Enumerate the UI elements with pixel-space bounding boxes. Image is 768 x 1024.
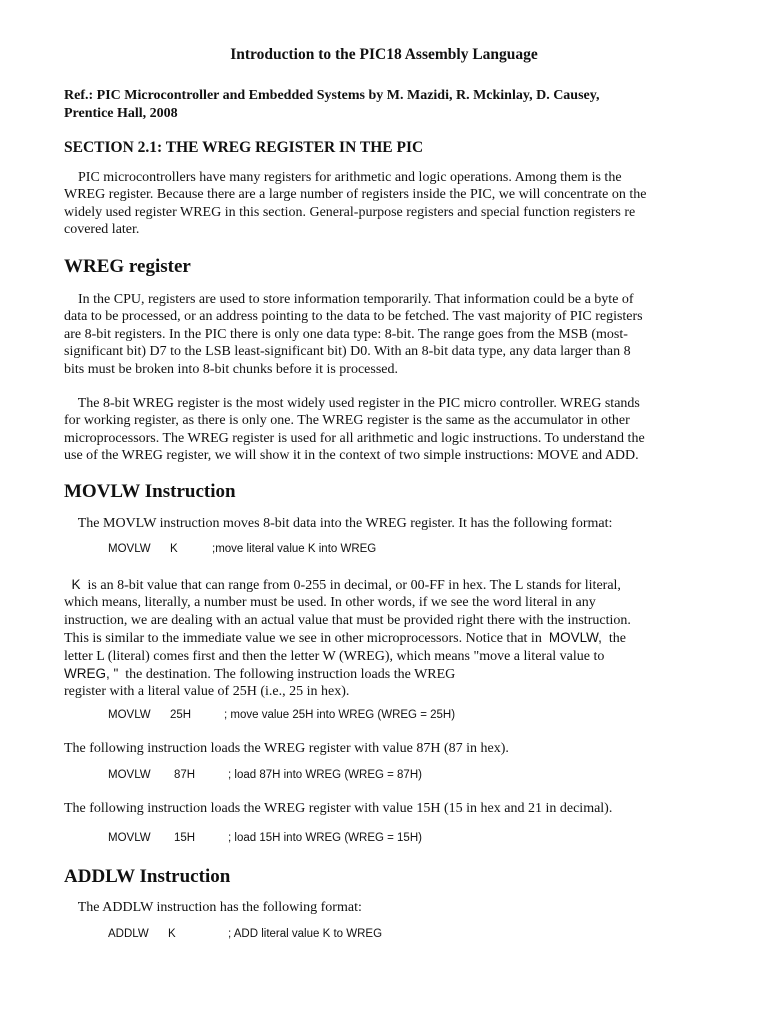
example-2-code	[108, 769, 558, 785]
movlw-intro: The MOVLW instruction moves 8-bit data into the WREG register. It has the following format:	[64, 516, 613, 531]
text-segment: is an 8-bit value that can range from 0-255 in decimal, or 00-FF in hex. The L stands for literal,	[80, 578, 621, 593]
text-line	[64, 665, 714, 683]
code-comment: ; move value 25H into WREG (WREG = 25H)	[224, 709, 456, 721]
text-line: which means, literally, a number must be used. In other words, if we see the word literal in any	[64, 595, 596, 611]
text-line: for working register, as there is only one. The WREG register is the same as the accumulator in other	[64, 413, 630, 429]
code-operand: 15H	[174, 832, 196, 844]
code-comment: ; ADD literal value K to WREG	[228, 928, 383, 940]
text-line: are 8-bit registers. In the PIC there is only one data type: 8-bit. The range goes from the MSB (most-	[64, 326, 628, 342]
code-opcode: MOVLW	[108, 769, 151, 781]
code-comment: ; load 15H into WREG (WREG = 15H)	[228, 832, 422, 844]
code-opcode: MOVLW	[108, 543, 151, 555]
wreg-heading: WREG register	[64, 256, 191, 277]
text-line: The 8-bit WREG register is the most widely used register in the PIC micro controller. WREG stands	[64, 396, 640, 411]
addlw-heading: ADDLW Instruction	[64, 866, 231, 887]
intro-paragraph	[64, 169, 714, 239]
text-segment: the destination. The following instruction loads the WREG	[118, 667, 456, 683]
text-line: WREG register. Because there are a large number of registers inside the PIC, we will concentrate on the	[64, 187, 647, 203]
page-title: Introduction to the PIC18 Assembly Language	[230, 46, 538, 63]
movlw-heading: MOVLW Instruction	[64, 481, 236, 502]
text-line: use of the WREG register, we will show it in the context of two simple instructions: MOVE and ADD.	[64, 448, 639, 464]
text-line: widely used register WREG in this section. General-purpose registers and special function registers re	[64, 204, 636, 220]
code-operand: 87H	[174, 769, 196, 781]
text-line: register with a literal value of 25H (i.e., 25 in hex).	[64, 684, 350, 700]
addlw-intro: The ADDLW instruction has the following format:	[64, 900, 362, 915]
code-opcode: MOVLW	[108, 832, 151, 844]
text-line: PIC microcontrollers have many registers for arithmetic and logic operations. Among them is the	[64, 170, 622, 185]
text-line: letter L (literal) comes first and then the letter W (WREG), which means "move a literal value to	[64, 648, 605, 664]
code-opcode: MOVLW	[108, 709, 151, 721]
text-segment: the	[601, 631, 626, 647]
code-operand: K	[168, 928, 176, 940]
example-1-code	[108, 709, 558, 725]
movlw-keyword: MOVLW,	[548, 630, 602, 646]
code-operand: 25H	[170, 709, 192, 721]
example-2-intro: The following instruction loads the WREG register with value 87H (87 in hex).	[64, 741, 509, 756]
text-line: bits must be broken into 8-bit chunks before it is processed.	[64, 361, 398, 377]
text-line: significant bit) D7 to the LSB least-significant bit) D0. With an 8-bit data type, any data larger than 8	[64, 344, 631, 360]
text-line	[64, 576, 714, 594]
code-comment: ;move literal value K into WREG	[212, 543, 377, 555]
text-line: instruction, we are dealing with an actual value that must be provided right there with the instruction.	[64, 612, 631, 628]
text-line: data to be processed, or an address pointing to the data to be fetched. The vast majority of PIC registers	[64, 309, 643, 325]
code-opcode: ADDLW	[108, 928, 149, 940]
example-3-intro: The following instruction loads the WREG register with value 15H (15 in hex and 21 in decimal).	[64, 801, 613, 816]
reference-line-2: Prentice Hall, 2008	[64, 106, 178, 121]
literal-k: K	[64, 577, 81, 592]
example-3-code	[108, 832, 558, 848]
movlw-format-code	[108, 543, 508, 559]
section-heading: SECTION 2.1: THE WREG REGISTER IN THE PIC	[64, 139, 424, 156]
movlw-description	[64, 576, 714, 701]
code-comment: ; load 87H into WREG (WREG = 87H)	[228, 769, 422, 781]
text-line: microprocessors. The WREG register is used for all arithmetic and logic instructions. To understand the	[64, 430, 645, 446]
text-segment: This is similar to the immediate value we see in other microprocessors. Notice that in	[64, 631, 549, 647]
reference-line-1: Ref.: PIC Microcontroller and Embedded Systems by M. Mazidi, R. Mckinlay, D. Causey,	[64, 88, 600, 103]
code-operand: K	[170, 543, 178, 555]
text-line: covered later.	[64, 222, 140, 238]
text-line	[64, 629, 714, 647]
wreg-paragraph-1	[64, 291, 714, 378]
wreg-paragraph-2	[64, 395, 714, 465]
addlw-format-code	[108, 928, 558, 944]
text-line: In the CPU, registers are used to store information temporarily. That information could be a byte of	[64, 292, 634, 307]
wreg-keyword: WREG, "	[64, 666, 119, 682]
